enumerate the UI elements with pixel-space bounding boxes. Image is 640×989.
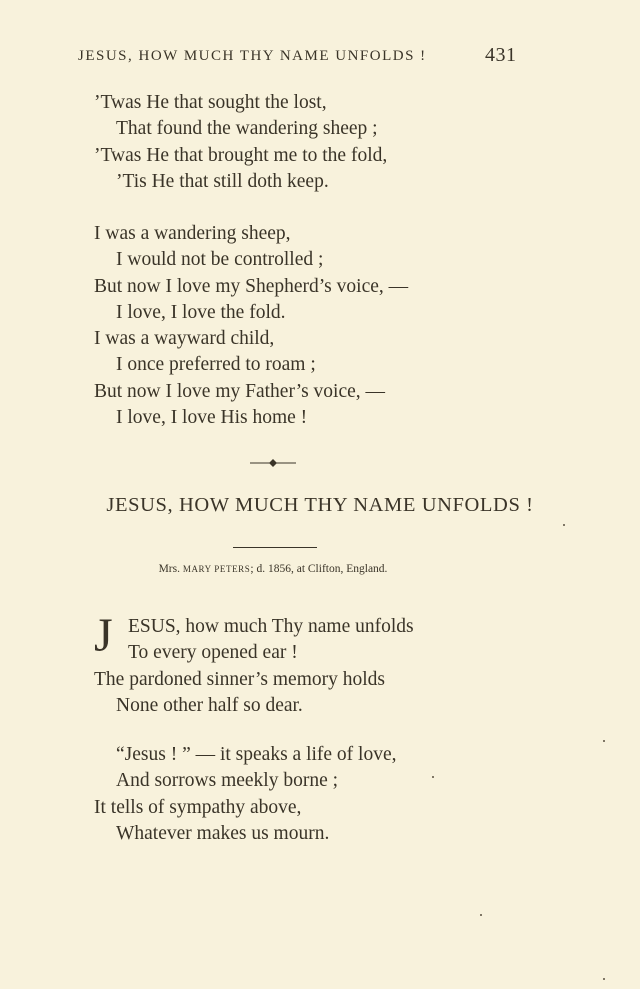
paper-speck xyxy=(603,978,605,980)
verse-line: None other half so dear. xyxy=(116,694,303,716)
section-divider-ornament-icon xyxy=(248,456,298,470)
verse-line: I love, I love His home ! xyxy=(116,407,308,429)
verse-line: I was a wandering sheep, xyxy=(94,223,291,244)
verse-line: ’Twas He that brought me to the fold, xyxy=(94,144,388,166)
attribution-details: ; d. 1856, at Clifton, England. xyxy=(250,563,388,575)
hymn-stanza-1 xyxy=(94,609,414,719)
verse-line: ’Tis He that still doth keep. xyxy=(116,170,329,192)
hymn-title: JESUS, HOW MUCH THY NAME UNFOLDS ! xyxy=(106,494,534,516)
verse-line: And sorrows meekly borne ; xyxy=(116,770,339,792)
verse-line: The pardoned sinner’s memory holds xyxy=(94,668,385,690)
verse-line: I was a wayward child, xyxy=(94,328,275,350)
title-rule xyxy=(233,547,317,548)
verse-line: But now I love my Father’s voice, — xyxy=(94,380,386,402)
verse-line: I love, I love the fold. xyxy=(116,301,286,323)
verse-line: Whatever makes us mourn. xyxy=(116,822,330,844)
verse-line: To every opened ear ! xyxy=(128,642,298,664)
drop-cap: J xyxy=(94,609,113,662)
attribution-prefix: Mrs. xyxy=(158,563,183,575)
paper-speck xyxy=(563,524,565,526)
verse-line: But now I love my Shepherd’s voice, — xyxy=(94,275,409,297)
paper-speck xyxy=(603,740,605,742)
author-attribution xyxy=(0,563,546,575)
stanza-continued-2 xyxy=(94,221,408,431)
hymn-stanza-2 xyxy=(94,742,397,847)
verse-line: I once preferred to roam ; xyxy=(116,354,316,376)
verse-line: That found the wandering sheep ; xyxy=(116,118,378,140)
stanza-continued-1 xyxy=(94,90,387,195)
page-number: 431 xyxy=(485,44,517,66)
verse-line: It tells of sympathy above, xyxy=(94,796,302,818)
verse-line: ’Twas He that sought the lost, xyxy=(94,92,327,113)
author-name: MARY PETERS xyxy=(182,564,251,574)
paper-speck xyxy=(480,914,482,916)
paper-speck xyxy=(432,776,434,778)
verse-line: “Jesus ! ” — it speaks a life of love, xyxy=(116,744,397,765)
running-head-title: JESUS, HOW MUCH THY NAME UNFOLDS ! xyxy=(78,48,427,64)
hymn-first-lines xyxy=(94,609,414,667)
verse-line: ESUS, how much Thy name unfolds xyxy=(128,616,414,637)
verse-line: I would not be controlled ; xyxy=(116,249,324,271)
